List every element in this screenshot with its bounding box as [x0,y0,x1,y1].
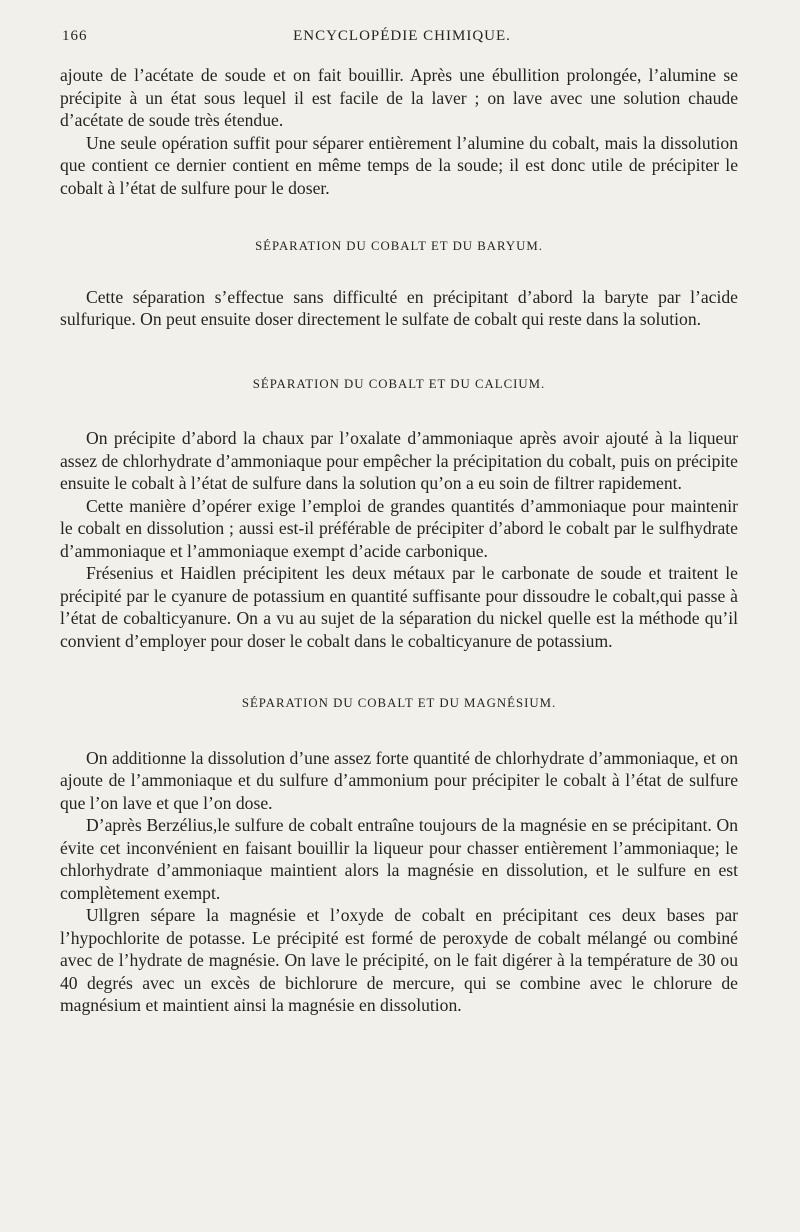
paragraph: Cette manière d’opérer exige l’emploi de grandes quantités d’ammoniaque pour maintenir le cobalt en dissolution ; aussi est-il préférable de précipiter d’abord le cobalt par le sulfhydrate d’ammoniaque et l’ammoniaque exempt d’acide carbonique. [60,495,738,561]
section-heading: SÉPARATION DU COBALT ET DU MAGNÉSIUM. [241,696,557,710]
section-heading: SÉPARATION DU COBALT ET DU BARYUM. [255,239,543,253]
paragraph: Ullgren sépare la magnésie et l’oxyde de cobalt en précipitant ces deux bases par l’hypochlorite de potasse. Le précipité est formé de peroxyde de cobalt mélangé ou combiné avec de l’hydrate de magnésie. On lave le précipité, on le fait digérer à la température de 30 ou 40 degrés avec un excès de bichlorure de mercure, qui se combine avec le chlorure de magnésium et maintient ainsi la magnésie en dissolution. [60,905,738,1015]
paragraph: Une seule opération suffit pour séparer entièrement l’alumine du cobalt, mais la dissolution que contient ce dernier contient en même temps de la soude; il est donc utile de précipiter le cobalt à l’état de sulfure pour le doser. [60,132,738,198]
paragraph: Frésenius et Haidlen précipitent les deux métaux par le carbonate de soude et traitent le précipité par le cyanure de potassium en quantité suffisante pour dissoudre le cobalt,qui passe à l’état de cobalticyanure. On a vu au sujet de la séparation du nickel quelle est la méthode qu’il convient d’employer pour doser le cobalt dans le cobalticyanure de potassium. [60,563,738,651]
paragraph: On précipite d’abord la chaux par l’oxalate d’ammoniaque après avoir ajouté à la liqueur assez de chlorhydrate d’ammoniaque pour empêcher la précipitation du cobalt, puis on précipite ensuite le cobalt à l’état de sulfure dans la solution qu’on a eu soin de filtrer rapidement. [60,428,738,493]
section-heading: SÉPARATION DU COBALT ET DU CALCIUM. [252,376,546,391]
page-number: 166 [62,28,88,44]
paragraph: ajoute de l’acétate de soude et on fait bouillir. Après une ébullition prolongée, l’alumine se précipite à un état sous lequel il est facile de la laver ; on lave avec une solution chaude d’acétate de soude très étendue. [60,65,738,130]
running-title: ENCYCLOPÉDIE CHIMIQUE. [293,28,511,44]
paragraph: On additionne la dissolution d’une assez forte quantité de chlorhydrate d’ammoniaque, et on ajoute de l’ammoniaque et du sulfure d’ammonium pour précipiter le cobalt à l’état de sulfure que l’on lave et que l’on dose. [60,747,738,813]
page-header [62,28,742,52]
page-body [60,64,738,1017]
paragraph: Cette séparation s’effectue sans difficulté en précipitant d’abord la baryte par l’acide sulfurique. On peut ensuite doser directement le sulfate de cobalt qui reste dans la solution. [60,286,738,329]
paragraph: D’après Berzélius,le sulfure de cobalt entraîne toujours de la magnésie en se précipitant. On évite cet inconvénient en faisant bouillir la liqueur pour chasser entièrement l’ammoniaque; le chlorhydrate d’ammoniaque maintient alors la magnésie en dissolution, et le sulfure en est complètement exempt. [60,815,738,903]
